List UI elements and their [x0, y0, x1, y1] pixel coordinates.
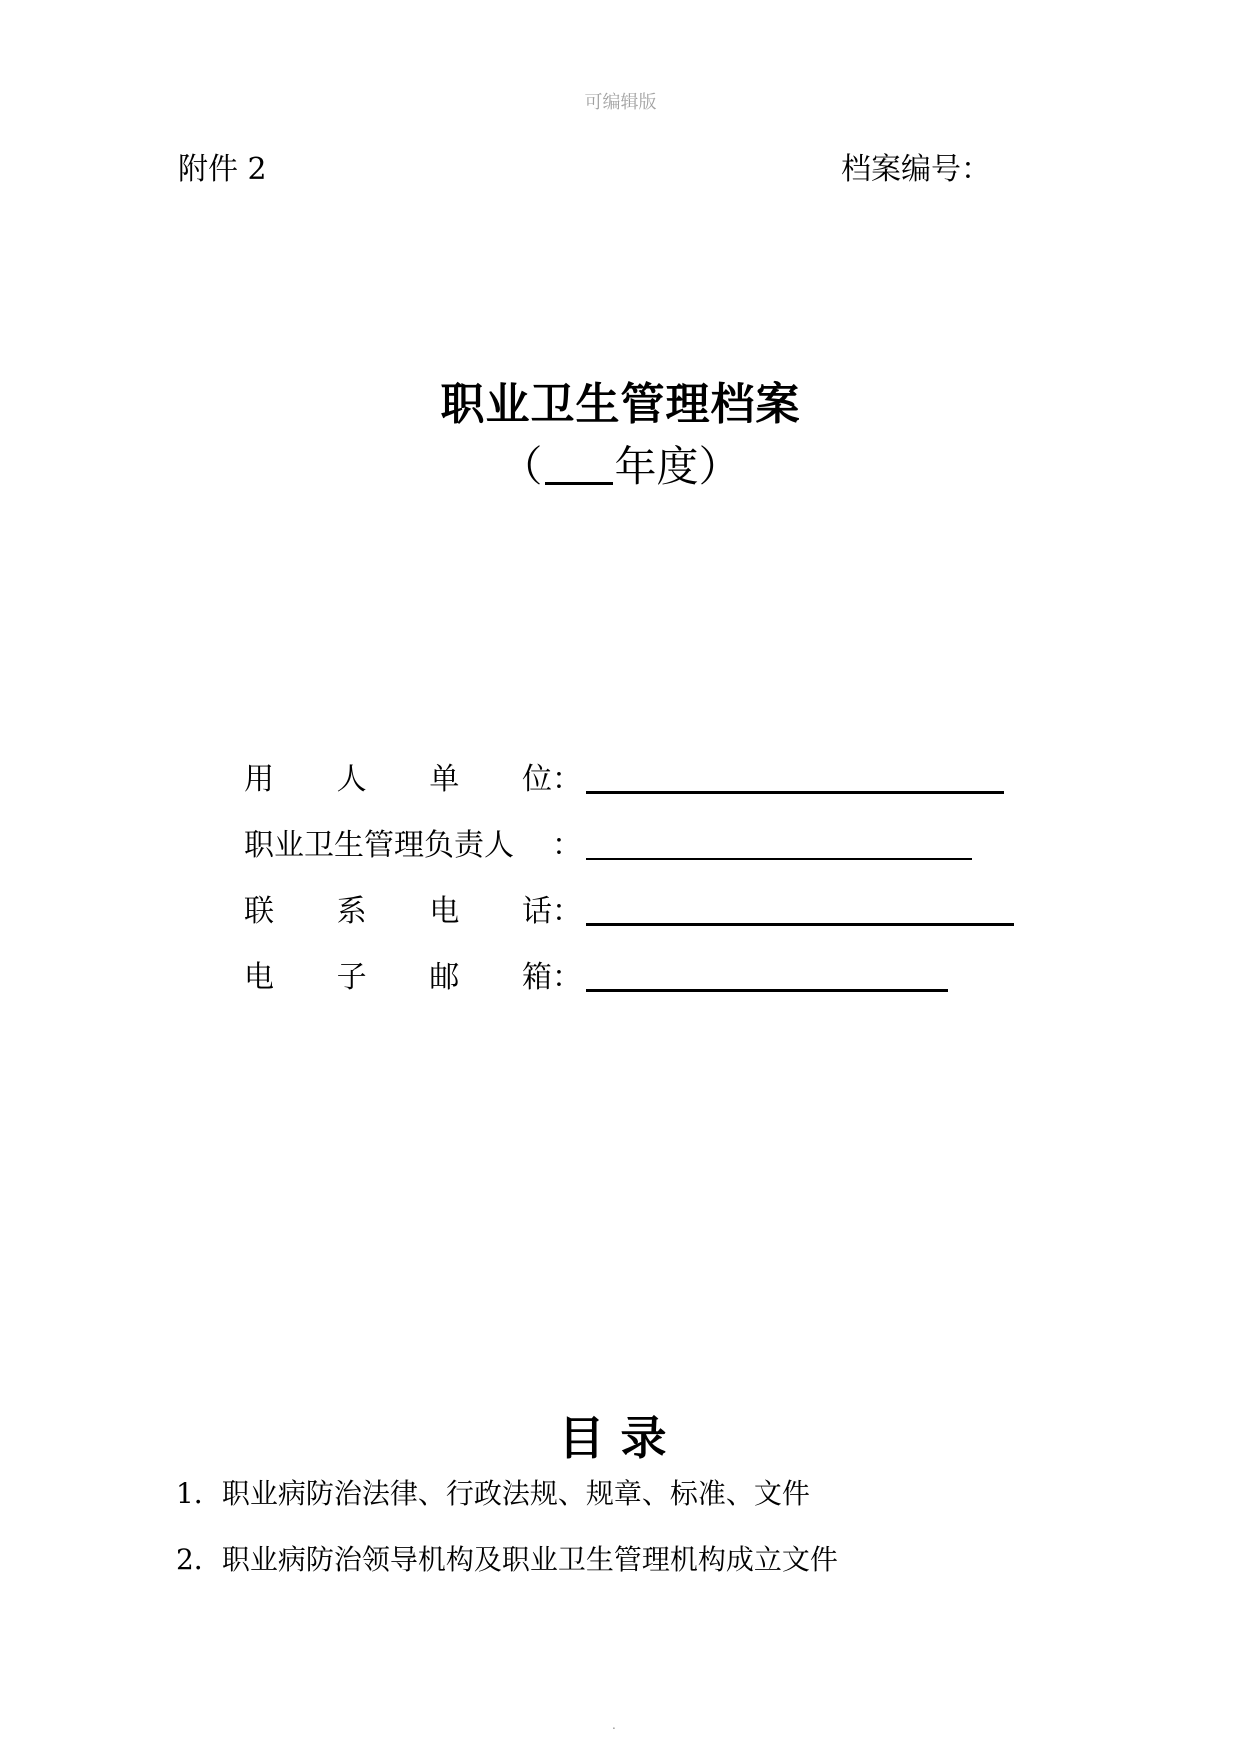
colon: ：: [552, 762, 582, 797]
archive-number-label: 档案编号：: [841, 152, 991, 187]
year-open-paren: （: [500, 442, 543, 491]
form-row-phone: [244, 884, 1014, 930]
phone-field[interactable]: [586, 893, 1014, 926]
document-title: 职业卫生管理档案: [440, 379, 801, 430]
label-char: 系: [336, 894, 367, 929]
label-char: 电: [429, 894, 460, 929]
header-watermark: 可编辑版: [584, 92, 657, 113]
label-char: 邮: [429, 960, 460, 995]
phone-label: [244, 886, 552, 930]
form-row-manager: [244, 818, 972, 864]
employer-field[interactable]: [586, 761, 1004, 794]
form-row-employer: [244, 752, 1004, 798]
year-line: [0, 434, 1241, 494]
email-field[interactable]: [586, 959, 948, 992]
label-char: 位: [521, 762, 552, 797]
toc-item-text: 职业病防治法律、行政法规、规章、标准、文件: [221, 1477, 810, 1510]
label-char: 单: [429, 762, 460, 797]
manager-label: 职业卫生管理负责人: [244, 828, 514, 863]
colon: ：: [552, 828, 582, 863]
toc-item: [176, 1538, 838, 1578]
manager-field[interactable]: [586, 828, 972, 860]
label-char: 子: [336, 960, 367, 995]
label-char: 人: [336, 762, 367, 797]
form-row-email: [244, 950, 948, 996]
footer-dot: .: [612, 1718, 616, 1732]
label-char: 箱: [521, 960, 552, 995]
year-suffix: 年度）: [614, 442, 741, 491]
toc-item-text: 职业病防治领导机构及职业卫生管理机构成立文件: [221, 1543, 838, 1576]
toc-item: [176, 1472, 810, 1512]
label-char: 话: [521, 894, 552, 929]
toc-item-number: 2．: [176, 1543, 222, 1576]
colon: ：: [552, 960, 582, 995]
email-label: [244, 952, 552, 996]
colon: ：: [552, 894, 582, 929]
attachment-label: 附件 2: [178, 152, 267, 187]
toc-title: 目录: [558, 1411, 683, 1465]
label-char: 联: [244, 894, 274, 929]
label-char: 用: [244, 762, 274, 797]
employer-label: [244, 754, 552, 798]
label-char: 电: [244, 960, 274, 995]
toc-item-number: 1．: [176, 1477, 222, 1510]
year-blank-field[interactable]: [545, 442, 613, 485]
